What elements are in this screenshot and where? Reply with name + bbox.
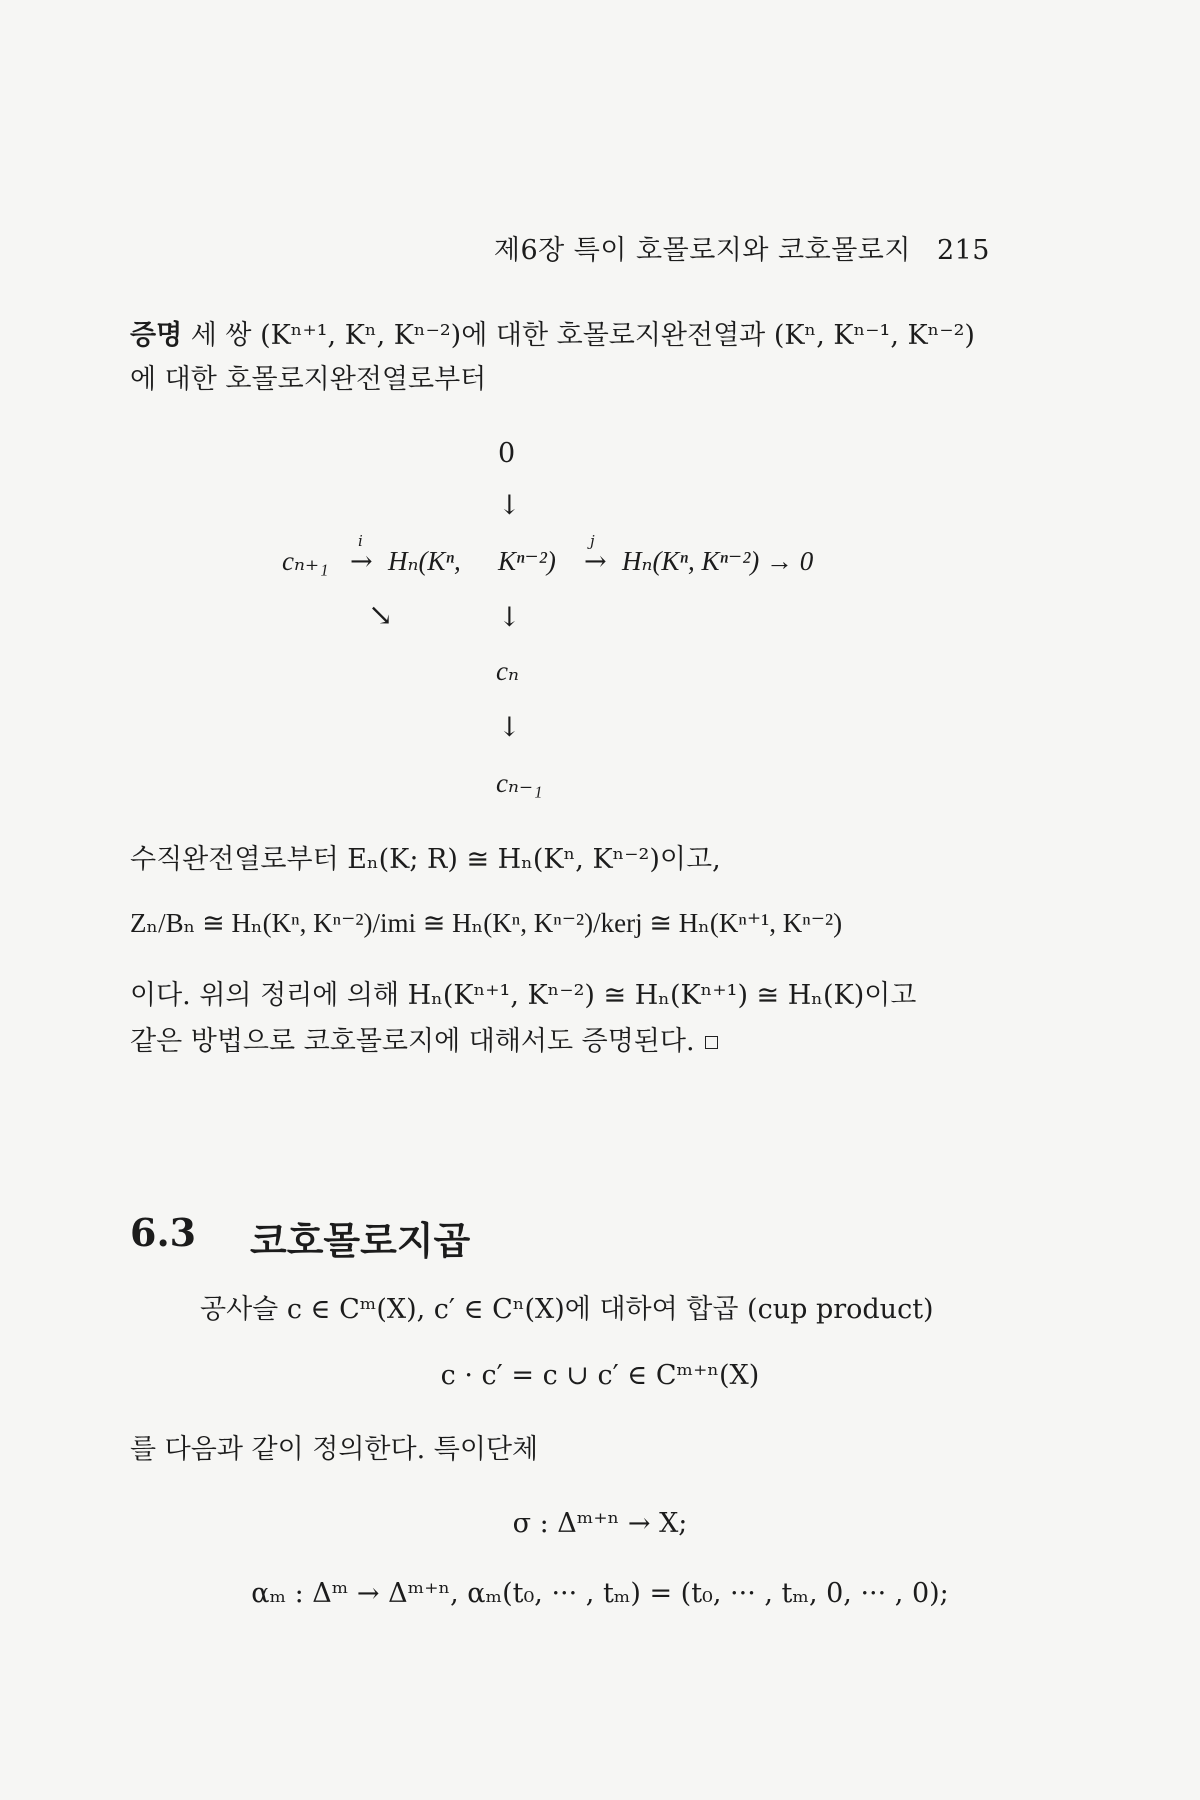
theorem-line-1: 이다. 위의 정리에 의해 Hₙ(Kⁿ⁺¹, Kⁿ⁻²) ≅ Hₙ(Kⁿ⁺¹) ≅ Hₙ(K)이고 (130, 980, 917, 1011)
qed-square-icon (705, 1036, 718, 1049)
proof-line-2: 에 대한 호몰로지완전열로부터 (130, 364, 487, 395)
proof-text-1: 세 쌍 (Kⁿ⁺¹, Kⁿ, Kⁿ⁻²)에 대한 호몰로지완전열과 (Kⁿ, Kⁿ⁻¹, Kⁿ⁻²) (190, 320, 975, 351)
diagram-zero: 0 (498, 438, 516, 469)
alpha-formula: αₘ : Δᵐ → Δᵐ⁺ⁿ, αₘ(t₀, ··· , tₘ) = (t₀, ··· , tₘ, 0, ··· , 0); (251, 1578, 949, 1609)
diagram-homology-right: Hₙ(Kⁿ, Kⁿ⁻²) → 0 (622, 546, 814, 576)
running-header (494, 228, 990, 267)
right-arrow-icon: → (584, 546, 607, 577)
right-arrow-icon: → (350, 546, 373, 577)
theorem-line-2 (130, 1024, 718, 1059)
section-number: 6.3 (130, 1210, 197, 1255)
vertical-exact-line: 수직완전열로부터 Eₙ(K; R) ≅ Hₙ(Kⁿ, Kⁿ⁻²)이고, (130, 844, 721, 875)
sigma-formula: σ : Δᵐ⁺ⁿ → X; (512, 1508, 688, 1539)
diagram-c-n-minus-1: cₙ₋₁ (496, 768, 543, 798)
definition-line: 를 다음과 같이 정의한다. 특이단체 (130, 1434, 539, 1465)
down-arrow-icon: ↓ (498, 602, 521, 633)
cup-product-intro: 공사슬 c ∈ Cᵐ(X), c′ ∈ Cⁿ(X)에 대하여 합곱 (cup product) (200, 1294, 934, 1325)
page-number: 215 (936, 235, 990, 266)
proof-label: 증명 (130, 320, 183, 351)
diagram-homology-middle: Kⁿ⁻²) (498, 546, 556, 576)
down-arrow-icon: ↓ (498, 712, 521, 743)
cup-product-formula: c · c′ = c ∪ c′ ∈ Cᵐ⁺ⁿ(X) (440, 1360, 760, 1391)
theorem-line-2-text: 같은 방법으로 코호몰로지에 대해서도 증명된다. (130, 1026, 695, 1057)
map-label-i: i (358, 532, 363, 550)
isomorphism-line: Zₙ/Bₙ ≅ Hₙ(Kⁿ, Kⁿ⁻²)/imi ≅ Hₙ(Kⁿ, Kⁿ⁻²)/kerj ≅ Hₙ(Kⁿ⁺¹, Kⁿ⁻²) (130, 908, 843, 938)
proof-line-1 (130, 318, 975, 353)
diagonal-arrow-icon: ↘ (368, 598, 394, 633)
down-arrow-icon: ↓ (498, 490, 521, 521)
chapter-title: 제6장 특이 호몰로지와 코호몰로지 (493, 235, 911, 266)
diagram-homology-left: Hₙ(Kⁿ, (388, 546, 461, 576)
section-title: 코호몰로지곱 (250, 1218, 471, 1263)
diagram-c-n-plus-1: cₙ₊₁ (282, 546, 329, 576)
map-label-j: j (590, 532, 595, 550)
diagram-c-n: cₙ (496, 656, 519, 686)
